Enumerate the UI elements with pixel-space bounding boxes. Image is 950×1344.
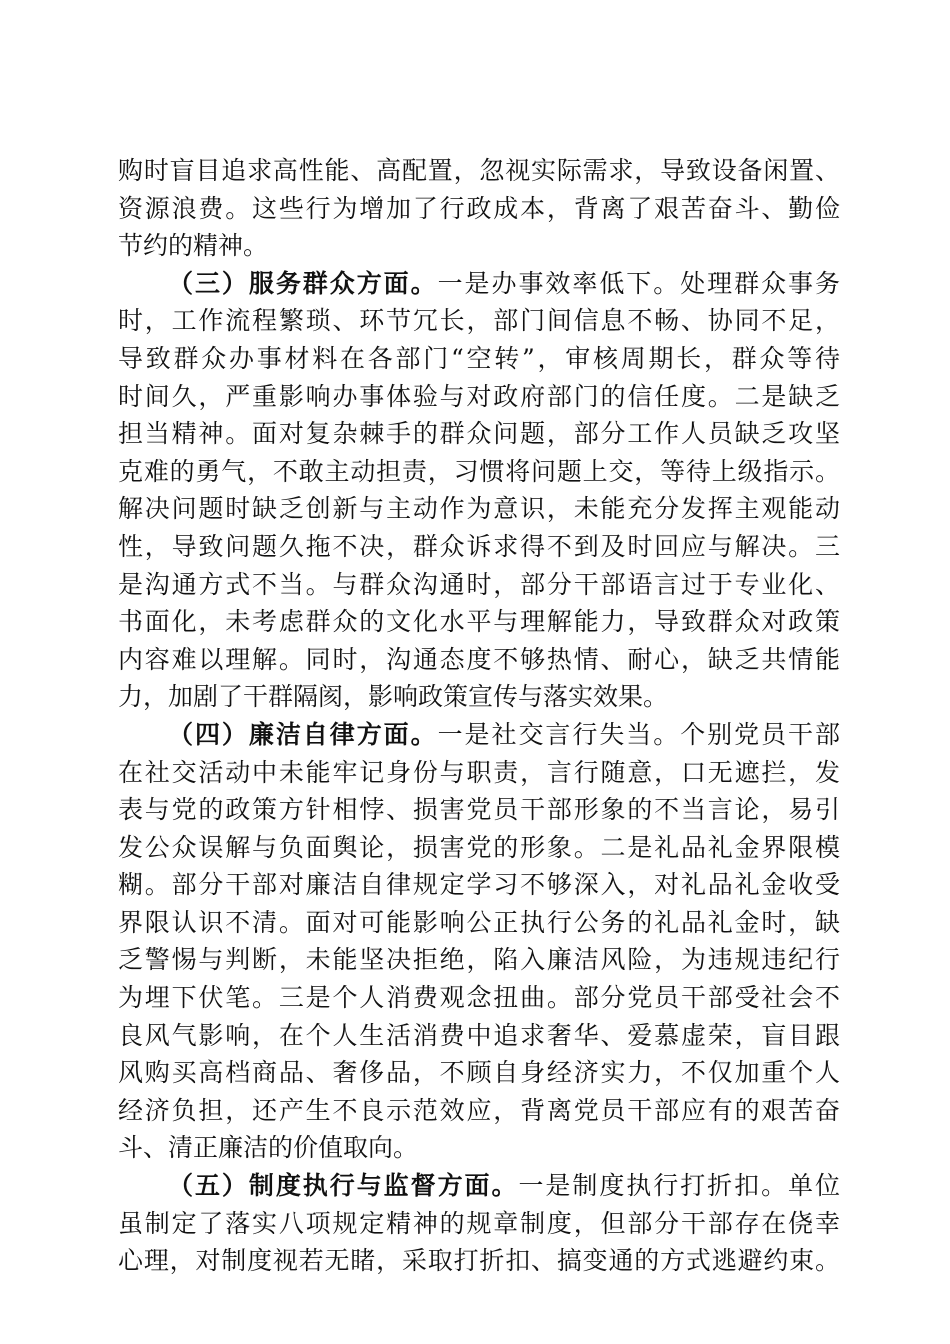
- text-line: [118, 566, 840, 604]
- body-text: 乏警惕与判断，未能坚决拒绝，陷入廉洁风险，为违规违纪行: [118, 945, 840, 975]
- body-text: 是沟通方式不当。与群众沟通时，部分干部语言过于专业化、: [118, 569, 840, 599]
- body-text: 发公众误解与负面舆论，损害党的形象。二是礼品礼金界限模: [118, 832, 840, 862]
- body-text: 时，工作流程繁琐、环节冗长，部门间信息不畅、协同不足，: [118, 306, 840, 336]
- text-line: [118, 378, 840, 416]
- text-line: [118, 1017, 840, 1055]
- text-line: [118, 603, 840, 641]
- body-text: 风购买高档商品、奢侈品，不顾自身经济实力，不仅加重个人: [118, 1058, 840, 1088]
- body-text: 内容难以理解。同时，沟通态度不够热情、耐心，缺乏共情能: [118, 644, 840, 674]
- section-heading: （四）廉洁自律方面。: [168, 719, 438, 749]
- body-text: 性，导致问题久拖不决，群众诉求得不到及时回应与解决。三: [118, 531, 840, 561]
- text-line: [118, 227, 840, 265]
- text-line: [118, 490, 840, 528]
- section-heading: （五）制度执行与监督方面。: [168, 1171, 519, 1201]
- body-text: 资源浪费。这些行为增加了行政成本，背离了艰苦奋斗、勤俭: [118, 193, 840, 223]
- text-line: [118, 1129, 840, 1167]
- text-line: [118, 453, 840, 491]
- text-line: [118, 528, 840, 566]
- text-line: [118, 791, 840, 829]
- body-text: 担当精神。面对复杂棘手的群众问题，部分工作人员缺乏攻坚: [118, 419, 840, 449]
- body-text: 一是社交言行失当。个别党员干部: [437, 719, 840, 749]
- body-text: 克难的勇气，不敢主动担责，习惯将问题上交，等待上级指示。: [118, 456, 840, 486]
- body-text: 书面化，未考虑群众的文化水平与理解能力，导致群众对政策: [118, 607, 840, 637]
- body-text: 表与党的政策方针相悖、损害党员干部形象的不当言论，易引: [118, 795, 840, 825]
- text-line: [118, 415, 840, 453]
- body-text: 解决问题时缺乏创新与主动作为意识，未能充分发挥主观能动: [118, 494, 840, 524]
- body-text: 糊。部分干部对廉洁自律规定学习不够深入，对礼品礼金收受: [118, 870, 840, 900]
- body-text: 为埋下伏笔。三是个人消费观念扭曲。部分党员干部受社会不: [118, 983, 840, 1013]
- body-text: 虽制定了落实八项规定精神的规章制度，但部分干部存在侥幸: [118, 1208, 840, 1238]
- body-text: 界限认识不清。面对可能影响公正执行公务的礼品礼金时，缺: [118, 907, 840, 937]
- document-body: [118, 152, 840, 1280]
- text-line: [118, 302, 840, 340]
- text-line: [118, 829, 840, 867]
- text-line: [118, 340, 840, 378]
- text-line: [118, 1054, 840, 1092]
- body-text: 时间久，严重影响办事体验与对政府部门的信任度。二是缺乏: [118, 381, 840, 411]
- body-text: 一是办事效率低下。处理群众事务: [437, 268, 840, 298]
- section-heading: （三）服务群众方面。: [168, 268, 438, 298]
- text-line: [118, 1242, 840, 1280]
- text-line: [118, 152, 840, 190]
- body-text: 斗、清正廉洁的价值取向。: [118, 1133, 419, 1163]
- body-text: 购时盲目追求高性能、高配置，忽视实际需求，导致设备闲置、: [118, 156, 840, 185]
- body-text: 在社交活动中未能牢记身份与职责，言行随意，口无遮拦，发: [118, 757, 840, 787]
- text-line: [118, 979, 840, 1017]
- body-text: 节约的精神。: [118, 231, 269, 261]
- text-line: [118, 678, 840, 716]
- paragraph-first-line: [118, 716, 840, 754]
- text-line: [118, 1205, 840, 1243]
- paragraph-first-line: [118, 265, 840, 303]
- paragraph-first-line: [118, 1167, 840, 1205]
- text-line: [118, 754, 840, 792]
- body-text: 力，加剧了干群隔阂，影响政策宣传与落实效果。: [118, 682, 669, 712]
- body-text: 经济负担，还产生不良示范效应，背离党员干部应有的艰苦奋: [118, 1095, 840, 1125]
- body-text: 心理，对制度视若无睹，采取打折扣、搞变通的方式逃避约束。: [118, 1246, 840, 1276]
- text-line: [118, 1092, 840, 1130]
- body-text: 一是制度执行打折扣。单位: [518, 1171, 840, 1201]
- body-text: 良风气影响，在个人生活消费中追求奢华、爱慕虚荣，盲目跟: [118, 1020, 840, 1050]
- text-line: [118, 941, 840, 979]
- text-line: [118, 904, 840, 942]
- text-line: [118, 866, 840, 904]
- text-line: [118, 641, 840, 679]
- body-text: 导致群众办事材料在各部门“空转”，审核周期长，群众等待: [118, 343, 840, 373]
- text-line: [118, 190, 840, 228]
